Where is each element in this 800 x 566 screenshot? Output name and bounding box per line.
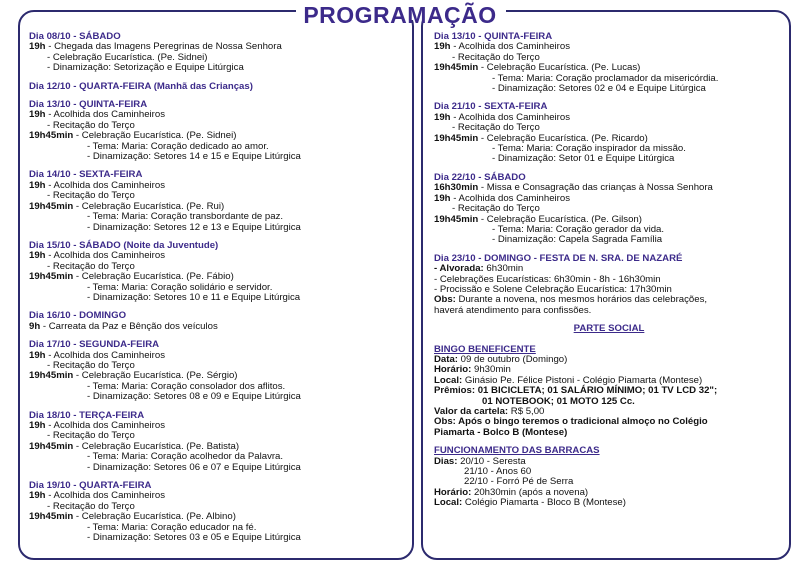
section-title-parte-social: PARTE SOCIAL: [573, 323, 645, 335]
time-label: 19h: [29, 349, 46, 361]
schedule-line: [29, 152, 409, 162]
line-text: - Tema: Maria: Coração dedicado ao amor.: [87, 140, 269, 152]
line-text: - Celebração Eucarística. (Pe. Albino): [73, 511, 236, 523]
line-text: - Recitação do Terço: [47, 260, 135, 272]
line-text: - Tema: Maria: Coração inspirador da missão.: [492, 143, 686, 155]
time-label: Piamarta - Bolco B (Montese): [434, 426, 568, 438]
day-block: [29, 340, 409, 402]
schedule-line: [434, 84, 784, 94]
time-label: 19h: [29, 179, 46, 191]
time-label: Horário:: [434, 486, 472, 498]
time-label: Prêmios: 01 BICICLETA; 01 SALÁRIO MÍNIMO; 01 TV LCD 32";: [434, 385, 718, 397]
line-text: - Dinamização: Setores 08 e 09 e Equipe Litúrgica: [87, 391, 301, 403]
day-block: [434, 254, 784, 316]
line-text: - Carreata da Paz e Bênção dos veículos: [40, 320, 218, 332]
barracas-block: [434, 446, 784, 508]
line-text: - Tema: Maria: Coração solidário e servidor.: [87, 281, 273, 293]
schedule-line: [29, 533, 409, 543]
time-label: 19h: [29, 41, 46, 53]
line-text: 9h30min: [471, 364, 511, 376]
line-text: - Dinamização: Setores 10 e 11 e Equipe Litúrgica: [87, 291, 301, 303]
bingo-heading: BINGO BENEFICENTE: [434, 343, 536, 355]
line-text: - Acolhida dos Caminheiros: [45, 109, 165, 121]
line-text: - Celebração Eucarística. (Pe. Ricardo): [478, 132, 648, 144]
time-label: - Alvorada:: [434, 263, 484, 275]
day-heading: Dia 22/10 - SÁBADO: [434, 171, 526, 183]
schedule-line: [29, 293, 409, 303]
line-text: - Celebrações Eucarísticas: 6h30min - 8h - 16h30min: [434, 273, 661, 285]
line-text: - Acolhida dos Caminheiros: [45, 179, 165, 191]
line-text: - Acolhida dos Caminheiros: [45, 250, 165, 262]
line-text: - Tema: Maria: Coração educador na fé.: [87, 521, 257, 533]
time-label: 19h: [29, 109, 46, 121]
time-label: 19h: [434, 41, 451, 53]
line-text: - Dinamização: Setorização e Equipe Litúrgica: [47, 62, 244, 74]
time-label: Obs:: [434, 294, 456, 306]
day-heading: Dia 23/10 - DOMINGO - FESTA DE N. SRA. DE NAZARÉ: [434, 252, 683, 264]
day-block: [29, 100, 409, 162]
line-text: - Recitação do Terço: [47, 190, 135, 202]
line-text: 21/10 - Anos 60: [464, 466, 532, 478]
schedule-line: [434, 498, 784, 508]
line-text: - Celebração Eucarística. (Pe. Lucas): [478, 62, 641, 74]
line-text: - Missa e Consagração das crianças à Nossa Senhora: [478, 182, 713, 194]
left-column: [29, 32, 409, 551]
day-block: [29, 170, 409, 232]
day-heading: Dia 21/10 - SEXTA-FEIRA: [434, 101, 548, 113]
time-label: 19h45min: [29, 130, 74, 142]
line-text: - Tema: Maria: Coração gerador da vida.: [492, 223, 665, 235]
day-heading: Dia 19/10 - QUARTA-FEIRA: [29, 480, 152, 492]
time-label: 19h: [434, 192, 451, 204]
day-block: [29, 311, 409, 332]
bingo-block: [434, 345, 784, 439]
line-text: - Acolhida dos Caminheiros: [450, 111, 570, 123]
line-text: - Dinamização: Setor 01 e Equipe Litúrgica: [492, 153, 675, 165]
line-text: - Dinamização: Setores 03 e 05 e Equipe Litúrgica: [87, 532, 301, 544]
time-label: 19h: [29, 250, 46, 262]
schedule-line: [29, 63, 409, 73]
line-text: R$ 5,00: [508, 406, 545, 417]
line-text: - Acolhida dos Caminheiros: [450, 41, 570, 53]
time-label: 19h45min: [434, 132, 479, 144]
line-text: Ginásio Pe. Félice Pistoni - Colégio Piamarta (Montese): [462, 374, 703, 386]
line-text: - Dinamização: Setores 02 e 04 e Equipe Litúrgica: [492, 83, 706, 95]
schedule-line: [29, 223, 409, 233]
schedule-line: [434, 154, 784, 164]
line-text: Durante a novena, nos mesmos horários das celebrações,: [455, 294, 708, 306]
line-text: - Tema: Maria: Coração acolhedor da Palavra.: [87, 451, 284, 463]
time-label: 19h: [434, 111, 451, 123]
barracas-heading: FUNCIONAMENTO DAS BARRACAS: [434, 445, 600, 457]
day-block: [29, 481, 409, 543]
day-block: [434, 102, 784, 164]
line-text: 22/10 - Forró Pé de Serra: [464, 476, 574, 488]
time-label: Local:: [434, 497, 463, 509]
line-text: 20/10 - Seresta: [457, 455, 526, 467]
line-text: - Recitação do Terço: [452, 122, 540, 134]
time-label: 19h: [29, 490, 46, 502]
line-text: 20h30min (após a novena): [471, 486, 589, 498]
schedule-line: [29, 322, 409, 332]
line-text: - Celebração Eucarística. (Pe. Rui): [73, 200, 225, 212]
day-heading: Dia 18/10 - TERÇA-FEIRA: [29, 409, 145, 421]
time-label: Obs: Após o bingo teremos o tradicional almoço no Colégio: [434, 416, 708, 428]
day-heading: Dia 16/10 - DOMINGO: [29, 310, 127, 322]
line-text: Colégio Piamarta - Bloco B (Montese): [462, 497, 626, 509]
day-block: [29, 32, 409, 74]
day-heading: Dia 14/10 - SEXTA-FEIRA: [29, 169, 143, 181]
day-block: [29, 411, 409, 473]
day-block: [29, 82, 409, 92]
line-text: - Celebração Eucarística. (Pe. Sidnei): [47, 51, 208, 63]
time-label: 19h45min: [29, 370, 74, 382]
line-text: - Dinamização: Setores 14 e 15 e Equipe Litúrgica: [87, 151, 301, 163]
line-text: - Celebração Eucarística. (Pe. Gilson): [478, 213, 642, 225]
line-text: - Celebração Eucarística. (Pe. Sérgio): [73, 370, 238, 382]
day-block: [29, 241, 409, 303]
line-text: - Acolhida dos Caminheiros: [45, 420, 165, 431]
day-heading: Dia 12/10 - QUARTA-FEIRA (Manhã das Crianças): [29, 80, 253, 92]
time-label: Dias:: [434, 455, 458, 467]
day-block: [434, 173, 784, 246]
time-label: Valor da cartela:: [434, 406, 509, 417]
time-label: Data:: [434, 353, 458, 365]
schedule-line: [29, 463, 409, 473]
time-label: 19h45min: [29, 511, 74, 523]
time-label: 19h45min: [434, 213, 479, 225]
line-text: - Recitação do Terço: [47, 430, 135, 442]
line-text: - Chegada das Imagens Peregrinas de Nossa Senhora: [45, 41, 282, 53]
line-text: - Tema: Maria: Coração proclamador da misericórdia.: [492, 72, 719, 84]
line-text: - Recitação do Terço: [47, 500, 135, 512]
day-heading: Dia 17/10 - SEGUNDA-FEIRA: [29, 339, 160, 351]
day-heading: Dia 15/10 - SÁBADO (Noite da Juventude): [29, 239, 219, 251]
time-label: 19h45min: [29, 200, 74, 212]
line-text: - Recitação do Terço: [452, 51, 540, 63]
time-label: 19h45min: [434, 62, 479, 74]
schedule-line: [434, 306, 784, 316]
right-column: [434, 32, 784, 517]
line-text: - Dinamização: Setores 12 e 13 e Equipe Litúrgica: [87, 221, 301, 233]
time-label: 16h30min: [434, 182, 479, 194]
line-text: - Recitação do Terço: [452, 203, 540, 215]
day-block: [434, 32, 784, 94]
line-text: 6h30min: [483, 263, 524, 275]
day-heading: Dia 08/10 - SÁBADO: [29, 31, 121, 42]
line-text: - Celebração Eucarística. (Pe. Batista): [73, 440, 240, 452]
line-text: - Tema: Maria: Coração transbordante de paz.: [87, 211, 284, 223]
day-heading: Dia 13/10 - QUINTA-FEIRA: [434, 31, 553, 42]
line-text: - Procissão e Solene Celebração Eucarística: 17h30min: [434, 283, 672, 295]
line-text: 09 de outubro (Domingo): [458, 353, 568, 365]
schedule-line: [434, 428, 784, 438]
line-text: - Acolhida dos Caminheiros: [45, 349, 165, 361]
line-text: - Recitação do Terço: [47, 119, 135, 131]
time-label: 19h45min: [29, 440, 74, 452]
time-label: 19h: [29, 420, 46, 431]
line-text: - Celebração Eucarística. (Pe. Sidnei): [73, 130, 237, 142]
schedule-line: [434, 235, 784, 245]
line-text: - Tema: Maria: Coração consolador dos aflitos.: [87, 380, 286, 392]
line-text: - Acolhida dos Caminheiros: [45, 490, 165, 502]
line-text: - Dinamização: Capela Sagrada Família: [492, 234, 663, 246]
page-title: PROGRAMAÇÃO: [303, 2, 497, 28]
time-label: 9h: [29, 320, 41, 332]
time-label: Horário:: [434, 364, 472, 376]
schedule-line: [29, 392, 409, 402]
time-label: Local:: [434, 374, 463, 386]
line-text: - Celebração Eucarística. (Pe. Fábio): [73, 271, 234, 283]
time-label: 19h45min: [29, 271, 74, 283]
day-heading: Dia 13/10 - QUINTA-FEIRA: [29, 99, 148, 111]
line-text: - Dinamização: Setores 06 e 07 e Equipe Litúrgica: [87, 461, 301, 473]
line-text: - Acolhida dos Caminheiros: [450, 192, 570, 204]
line-text: haverá atendimento para confissões.: [434, 304, 592, 316]
time-label: 01 NOTEBOOK; 01 MOTO 125 Cc.: [482, 395, 635, 407]
line-text: - Recitação do Terço: [47, 359, 135, 371]
